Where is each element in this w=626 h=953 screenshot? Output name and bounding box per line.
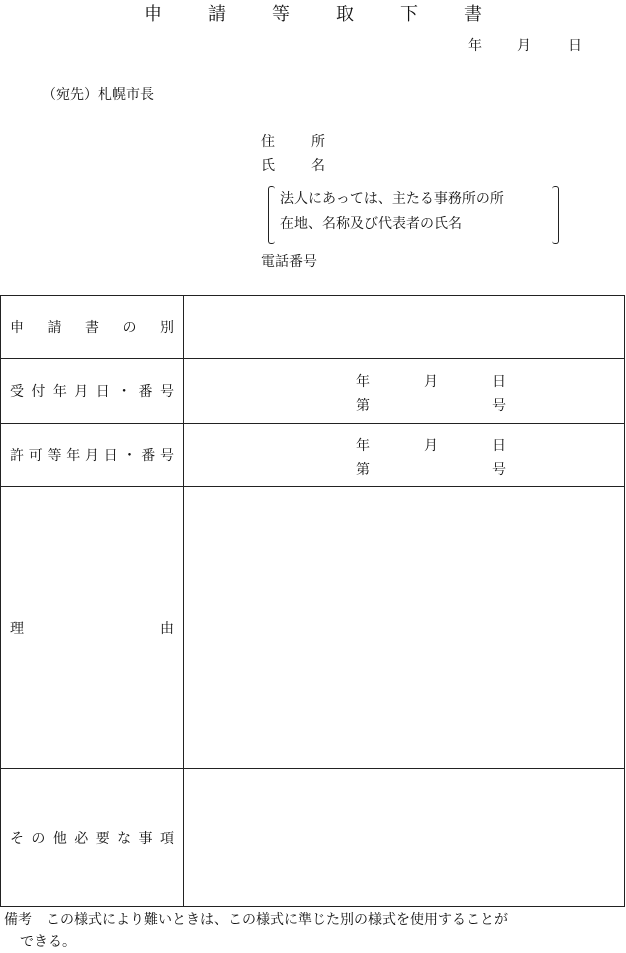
table-row [1, 769, 625, 907]
corporate-note [280, 187, 555, 237]
label-char: 請 [47, 320, 62, 336]
label-char: 事 [138, 830, 153, 847]
permit-day: 日 [492, 438, 506, 454]
bracket-left [268, 186, 275, 244]
label-char: 他 [52, 830, 67, 847]
label-char: 番 [141, 448, 156, 464]
label-char: 申 [10, 320, 24, 336]
label-char: な [117, 830, 132, 847]
document-title [0, 0, 626, 26]
permit-month: 月 [424, 438, 438, 454]
value-reason [184, 487, 625, 769]
row-label-receipt-date-number [1, 359, 184, 424]
title-char: 等 [272, 4, 290, 25]
label-char: 日 [95, 384, 110, 400]
date-line [468, 35, 588, 55]
label-char: 許 [10, 448, 24, 464]
label-char: 可 [28, 448, 43, 464]
receipt-year: 年 [356, 374, 370, 390]
address-label-char: 所 [311, 134, 325, 150]
row-label-other-matters [1, 769, 184, 907]
label-char: 受 [10, 384, 24, 400]
remarks [4, 909, 624, 953]
label-char: 月 [85, 448, 99, 464]
receipt-dai: 第 [356, 398, 370, 414]
label-char: 必 [74, 830, 89, 847]
row-label-application-type [1, 296, 184, 359]
row-label-permit-date-number [1, 424, 184, 487]
form-table [0, 295, 625, 907]
label-char: 由 [160, 620, 174, 637]
date-month: 月 [517, 38, 531, 54]
address-label-char: 住 [261, 134, 275, 150]
table-row [1, 424, 625, 487]
value-permit-date-number [184, 424, 625, 487]
label-char: 項 [159, 830, 174, 847]
corporate-note-line1: 法人にあっては、主たる事務所の所 [280, 191, 504, 207]
label-char: 年 [52, 384, 67, 400]
label-char: 号 [160, 448, 174, 464]
label-char: そ [10, 830, 24, 847]
label-char: ・ [117, 384, 132, 400]
label-char: 日 [103, 448, 118, 464]
value-application-type [184, 296, 625, 359]
permit-dai: 第 [356, 462, 370, 478]
permit-go: 号 [492, 462, 506, 478]
label-char: 号 [159, 384, 174, 400]
remarks-line1: 備考 この様式により難いときは、この様式に準じた別の様式を使用することが [4, 912, 508, 928]
title-char: 申 [144, 4, 162, 25]
row-label-reason [1, 487, 184, 769]
title-char: 取 [336, 4, 354, 25]
corporate-note-line2: 在地、名称及び代表者の氏名 [280, 216, 462, 232]
label-char: 月 [74, 384, 89, 400]
receipt-month: 月 [424, 374, 438, 390]
remarks-line2: できる。 [20, 934, 76, 950]
label-char: 別 [160, 320, 174, 336]
title-char: 下 [400, 4, 418, 25]
label-char: 年 [66, 448, 81, 464]
label-char: 等 [47, 448, 62, 464]
title-char: 書 [464, 4, 482, 25]
receipt-day: 日 [492, 374, 506, 390]
title-char: 請 [208, 4, 226, 25]
table-row [1, 359, 625, 424]
date-year: 年 [468, 38, 482, 54]
name-label-char: 名 [311, 158, 325, 174]
table-row [1, 296, 625, 359]
label-char: 理 [10, 620, 24, 637]
phone-label: 電話番号 [261, 254, 317, 270]
name-label [261, 155, 341, 175]
value-receipt-date-number [184, 359, 625, 424]
label-char: 書 [85, 320, 99, 336]
receipt-go: 号 [492, 398, 506, 414]
bracket-right [552, 186, 559, 244]
label-char: 番 [138, 384, 153, 400]
value-other-matters [184, 769, 625, 907]
label-char: ・ [122, 448, 137, 464]
addressee: （宛先）札幌市長 [42, 87, 154, 103]
permit-year: 年 [356, 438, 370, 454]
table-row [1, 487, 625, 769]
date-day: 日 [568, 38, 582, 54]
label-char: 付 [31, 384, 46, 400]
label-char: の [122, 320, 137, 336]
name-label-char: 氏 [261, 158, 275, 174]
label-char: の [31, 830, 46, 847]
address-label [261, 131, 341, 151]
label-char: 要 [95, 830, 110, 847]
